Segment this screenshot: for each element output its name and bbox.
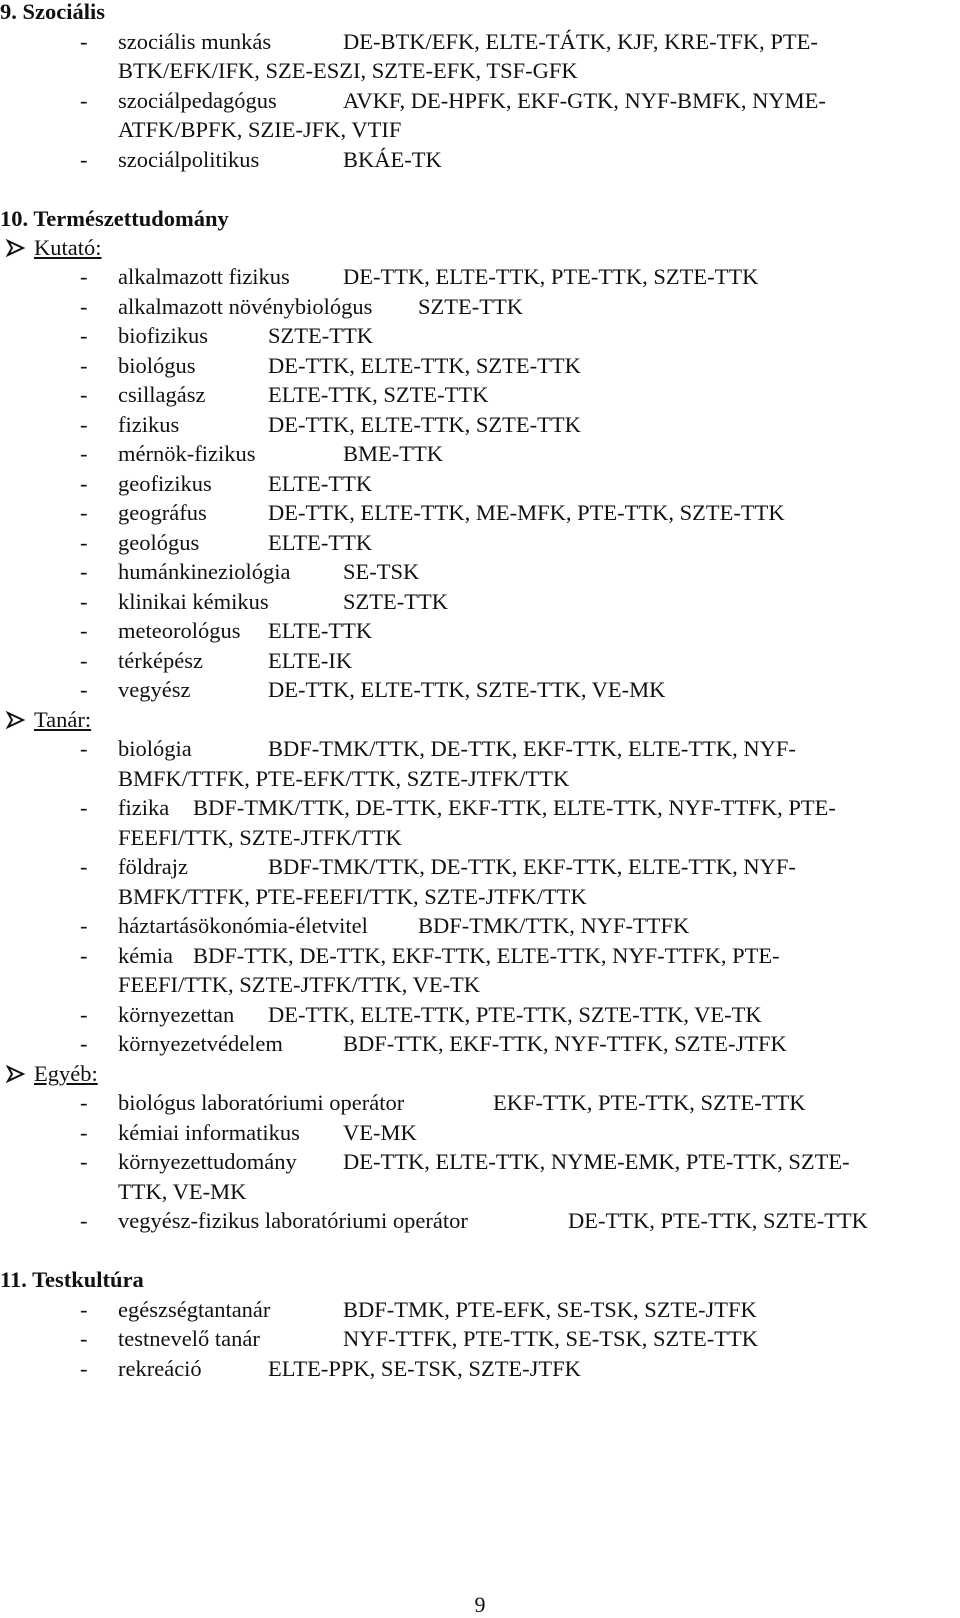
arrow-bullet-icon — [6, 1065, 34, 1083]
item-value: SZTE-TTK — [418, 294, 523, 319]
item-value: BDF-TMK/TTK, DE-TTK, EKF-TTK, ELTE-TTK, NYF- — [268, 854, 796, 879]
item-name: mérnök-fizikus — [118, 441, 256, 466]
item-value-continuation: BMFK/TTFK, PTE-FEEFI/TTK, SZTE-JTFK/TTK — [118, 884, 587, 909]
subsection-heading: Egyéb: — [6, 1059, 98, 1089]
item-value: BKÁE-TK — [343, 147, 442, 172]
item-value: DE-TTK, ELTE-TTK, SZTE-TTK, VE-MK — [268, 677, 666, 702]
item-name: környezetvédelem — [118, 1031, 283, 1056]
item-value: DE-TTK, ELTE-TTK, PTE-TTK, SZTE-TTK — [343, 264, 759, 289]
item-value: DE-TTK, ELTE-TTK, ME-MFK, PTE-TTK, SZTE-TTK — [268, 500, 785, 525]
item-value: BDF-TMK/TTK, NYF-TTFK — [418, 913, 690, 938]
section-heading: 10. Természettudomány — [0, 206, 229, 231]
item-value-continuation: FEEFI/TTK, SZTE-JTFK/TTK — [118, 825, 402, 850]
item-value: ELTE-TTK — [268, 618, 373, 643]
item-name: vegyész — [118, 677, 191, 702]
item-name: meteorológus — [118, 618, 241, 643]
item-value: BDF-TTK, DE-TTK, EKF-TTK, ELTE-TTK, NYF-TTFK, PTE- — [193, 943, 780, 968]
item-name: földrajz — [118, 854, 188, 879]
item-name: geológus — [118, 530, 200, 555]
item-name: geográfus — [118, 500, 207, 525]
item-name: kémiai informatikus — [118, 1120, 300, 1145]
item-value: ELTE-TTK — [268, 530, 373, 555]
item-value: BDF-TMK/TTK, DE-TTK, EKF-TTK, ELTE-TTK, NYF-TTFK, PTE- — [193, 795, 836, 820]
item-value: ELTE-PPK, SE-TSK, SZTE-JTFK — [268, 1356, 581, 1381]
item-value-continuation: BTK/EFK/IFK, SZE-ESZI, SZTE-EFK, TSF-GFK — [118, 58, 578, 83]
item-name: szociálpolitikus — [118, 147, 260, 172]
item-name: környezettudomány — [118, 1149, 297, 1174]
item-name: klinikai kémikus — [118, 589, 269, 614]
item-name: biológus — [118, 353, 196, 378]
item-value: SE-TSK — [343, 559, 420, 584]
item-value-continuation: TTK, VE-MK — [118, 1179, 247, 1204]
item-name: alkalmazott növénybiológus — [118, 294, 373, 319]
item-name: környezettan — [118, 1002, 235, 1027]
item-name: biofizikus — [118, 323, 208, 348]
item-value-continuation: BMFK/TTFK, PTE-EFK/TTK, SZTE-JTFK/TTK — [118, 766, 570, 791]
item-value-continuation: FEEFI/TTK, SZTE-JTFK/TTK, VE-TK — [118, 972, 481, 997]
item-name: alkalmazott fizikus — [118, 264, 290, 289]
section-heading: 11. Testkultúra — [0, 1267, 144, 1292]
item-value: BME-TTK — [343, 441, 443, 466]
item-name: kémia — [118, 943, 173, 968]
item-name: humánkineziológia — [118, 559, 291, 584]
item-value: BDF-TMK/TTK, DE-TTK, EKF-TTK, ELTE-TTK, NYF- — [268, 736, 796, 761]
subsection-heading: Tanár: — [6, 705, 91, 735]
arrow-bullet-icon — [6, 711, 34, 729]
item-name: háztartásökonómia-életvitel — [118, 913, 368, 938]
document-page: 9. Szociális - szociális munkás DE-BTK/EFK, ELTE-TÁTK, KJF, KRE-TFK, PTE- BTK/EFK/IFK, SZE-ESZI, SZTE-EFK, TSF-GFK - szociálpedagógus AVKF, DE-HPFK, EKF-GTK, NYF-BMFK, NYME- ATFK/BPFK, SZIE-JFK, VTIF - szociálpolitikus BKÁE-TK 10. Természettudomány Kutató: - alkalmazott fizikus DE-TTK, ELTE-TTK, PTE-TTK, SZTE-TTK - alkalmazott növénybiológus SZTE-TTK - biofizikus SZTE-TTK - biológus DE-TTK, ELTE-TTK, SZTE-TTK - csillagász ELTE-TTK, SZTE-TTK - fizikus DE-TTK, ELTE-TTK, SZTE-TTK - mérnök-fizikus BME-TTK - geofizikus ELTE-TTK - geográfus DE-TTK, ELTE-TTK, ME-MFK, PTE-TTK, SZTE-TTK - geológus ELTE-TTK - humánkineziológia SE-TSK - klinikai kémikus SZTE-TTK - meteorológus ELTE-TTK - térképész ELTE-IK - vegyész DE-TTK, ELTE-TTK, SZTE-TTK, VE-MK Tanár: - biológia BDF-TMK/TTK, DE-TTK, EKF-TTK, ELTE-TTK, NYF- BMFK/TTFK, PTE-EFK/TTK, SZTE-JTFK/TTK - fizika BDF-TMK/TTK, DE-TTK, EKF-TTK, ELTE-TTK, NYF-TTFK, PTE- FEEFI/TTK, SZTE-JTFK/TTK - földrajz BDF-TMK/TTK, DE-TTK, EKF-TTK, ELTE-TTK, NYF- BMFK/TTFK, PTE-FEEFI/TTK, SZTE-JTFK/TTK - háztartásökonómia-életvitel BDF-TMK/TTK, NYF-TTFK - kémia BDF-TTK, DE-TTK, EKF-TTK, ELTE-TTK, NYF-TTFK, PTE- FEEFI/TTK, SZTE-JTFK/TTK, VE-TK - környezettan DE-TTK, ELTE-TTK, PTE-TTK, SZTE-TTK, VE-TK - környezetvédelem BDF-TTK, EKF-TTK, NYF-TTFK, SZTE-JTFK Egyéb: - biológus laboratóriumi operátor EKF-TTK, PTE-TTK, SZTE-TTK - kémiai informatikus VE-MK - környezettudomány DE-TTK, ELTE-TTK, NYME-EMK, PTE-TTK, SZTE- TTK, VE-MK - vegyész-fizikus laboratóriumi operátor DE-TTK, PTE-TTK, SZTE-TTK 11. Testkultúra - egészségtantanár BDF-TMK, PTE-EFK, SE-TSK, SZTE-JTFK - testnevelő tanár NYF-TTFK, PTE-TTK, SE-TSK, SZTE-TTK - rekreáció ELTE-PPK, SE-TSK, SZTE-JTFK 9 — [0, 0, 960, 1618]
section-heading: 9. Szociális — [0, 0, 105, 24]
item-value: ELTE-IK — [268, 648, 353, 673]
item-value: DE-TTK, ELTE-TTK, PTE-TTK, SZTE-TTK, VE-TK — [268, 1002, 762, 1027]
item-value: SZTE-TTK — [268, 323, 373, 348]
item-name: egészségtantanár — [118, 1297, 271, 1322]
item-name: vegyész-fizikus laboratóriumi operátor — [118, 1208, 468, 1233]
page-number: 9 — [474, 1592, 486, 1617]
item-name: rekreáció — [118, 1356, 202, 1381]
item-name: szociális munkás — [118, 29, 272, 54]
item-name: biológia — [118, 736, 192, 761]
item-value: DE-TTK, ELTE-TTK, SZTE-TTK — [268, 412, 581, 437]
item-value: BDF-TMK, PTE-EFK, SE-TSK, SZTE-JTFK — [343, 1297, 757, 1322]
item-value-continuation: ATFK/BPFK, SZIE-JFK, VTIF — [118, 117, 402, 142]
item-name: fizikus — [118, 412, 180, 437]
arrow-bullet-icon — [6, 239, 34, 257]
item-value: NYF-TTFK, PTE-TTK, SE-TSK, SZTE-TTK — [343, 1326, 758, 1351]
item-value: DE-BTK/EFK, ELTE-TÁTK, KJF, KRE-TFK, PTE- — [343, 29, 818, 54]
item-value: EKF-TTK, PTE-TTK, SZTE-TTK — [493, 1090, 806, 1115]
item-name: biológus laboratóriumi operátor — [118, 1090, 405, 1115]
item-value: BDF-TTK, EKF-TTK, NYF-TTFK, SZTE-JTFK — [343, 1031, 787, 1056]
item-name: fizika — [118, 795, 170, 820]
subsection-heading: Kutató: — [6, 233, 102, 263]
item-value: SZTE-TTK — [343, 589, 448, 614]
item-value: DE-TTK, ELTE-TTK, SZTE-TTK — [268, 353, 581, 378]
item-value: ELTE-TTK — [268, 471, 373, 496]
item-name: csillagász — [118, 382, 206, 407]
item-value: VE-MK — [343, 1120, 417, 1145]
item-value: DE-TTK, ELTE-TTK, NYME-EMK, PTE-TTK, SZTE- — [343, 1149, 850, 1174]
item-name: testnevelő tanár — [118, 1326, 260, 1351]
item-name: szociálpedagógus — [118, 88, 277, 113]
item-name: térképész — [118, 648, 203, 673]
item-value: ELTE-TTK, SZTE-TTK — [268, 382, 489, 407]
item-value: AVKF, DE-HPFK, EKF-GTK, NYF-BMFK, NYME- — [343, 88, 826, 113]
item-value: DE-TTK, PTE-TTK, SZTE-TTK — [568, 1208, 868, 1233]
item-name: geofizikus — [118, 471, 212, 496]
